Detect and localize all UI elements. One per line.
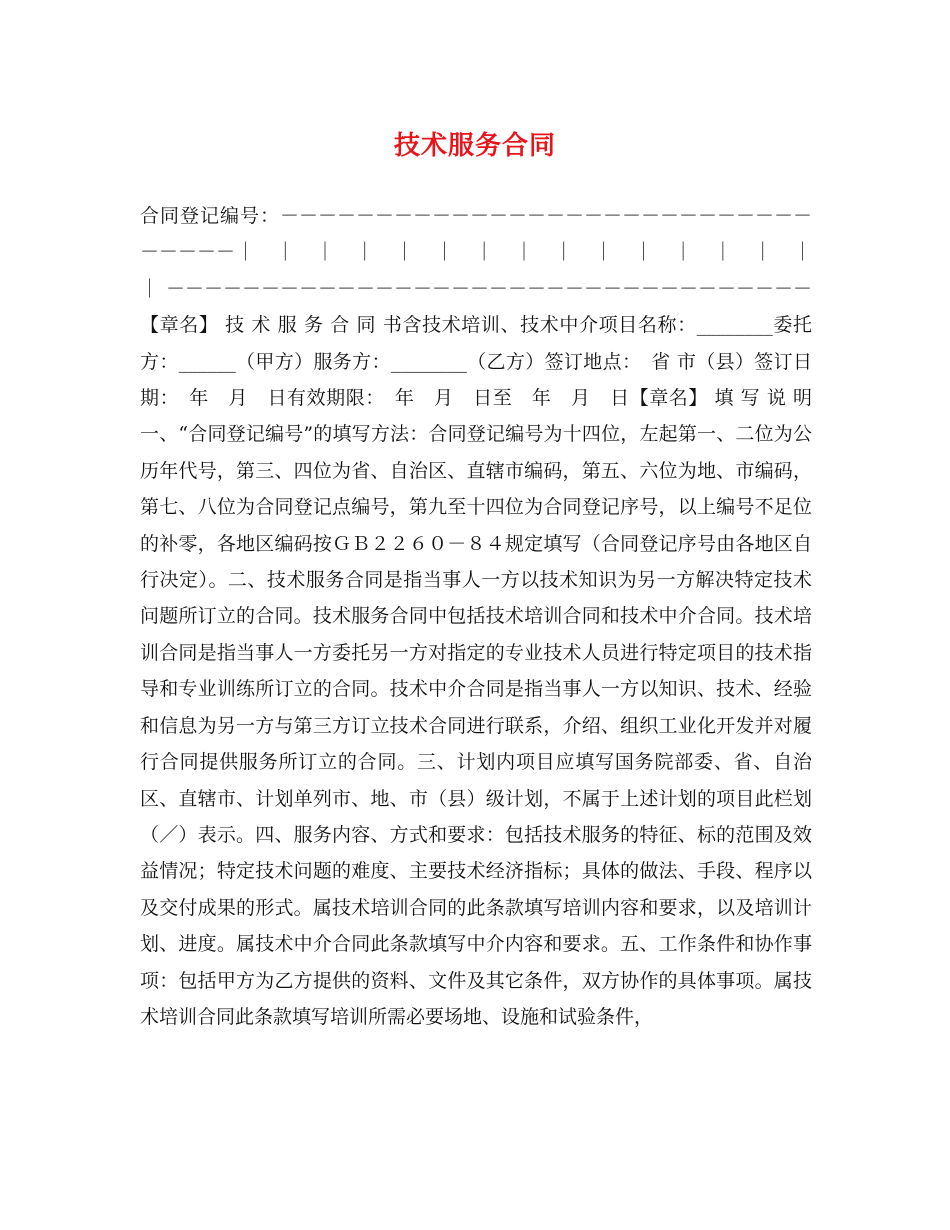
document-body: 合同登记编号：－－－－－－－－－－－－－－－－－－－－－－－－－－－－－－－－－｜ ｜ ｜ ｜ ｜ ｜ ｜ ｜ ｜ ｜ ｜ ｜ ｜ ｜ ｜ ｜－－－－－－－－－－－－－－－－－－－－－－－－－－－－－－－－－－【章名】 技 术 服 务 合 同 书含技术培训、技术中介项目名称：________委托方：______（甲方）服务方：________（乙方）签订地点： 省 市（县）签订日期： 年 月 日有效期限： 年 月 日至 年 月 日【章名】 填 写 说 明一、“合同登记编号”的填写方法：合同登记编号为十四位，左起第一、二位为公历年代号，第三、四位为省、自治区、直辖市编码，第五、六位为地、市编码，第七、八位为合同登记点编号，第九至十四位为合同登记序号，以上编号不足位的补零，各地区编码按ＧＢ２２６０－８４规定填写（合同登记序号由各地区自行决定）。二、技术服务合同是指当事人一方以技术知识为另一方解决特定技术问题所订立的合同。技术服务合同中包括技术培训合同和技术中介合同。技术培训合同是指当事人一方委托另一方对指定的专业技术人员进行特定项目的技术指导和专业训练所订立的合同。技术中介合同是指当事人一方以知识、技术、经验和信息为另一方与第三方订立技术合同进行联系，介绍、组织工业化开发并对履行合同提供服务所订立的合同。三、计划内项目应填写国务院部委、省、自治区、直辖市、计划单列市、地、市（县）级计划，不属于上述计划的项目此栏划（／）表示。四、服务内容、方式和要求：包括技术服务的特征、标的范围及效益情况；特定技术问题的难度、主要技术经济指标；具体的做法、手段、程序以及交付成果的形式。属技术培训合同的此条款填写培训内容和要求，以及培训计划、进度。属技术中介合同此条款填写中介内容和要求。五、工作条件和协作事项：包括甲方为乙方提供的资料、文件及其它条件，双方协作的具体事项。属技术培训合同此条款填写培训所需必要场地、设施和试验条件， xyxy=(140,205,832,1028)
document-title: 技术服务合同 xyxy=(393,131,556,161)
